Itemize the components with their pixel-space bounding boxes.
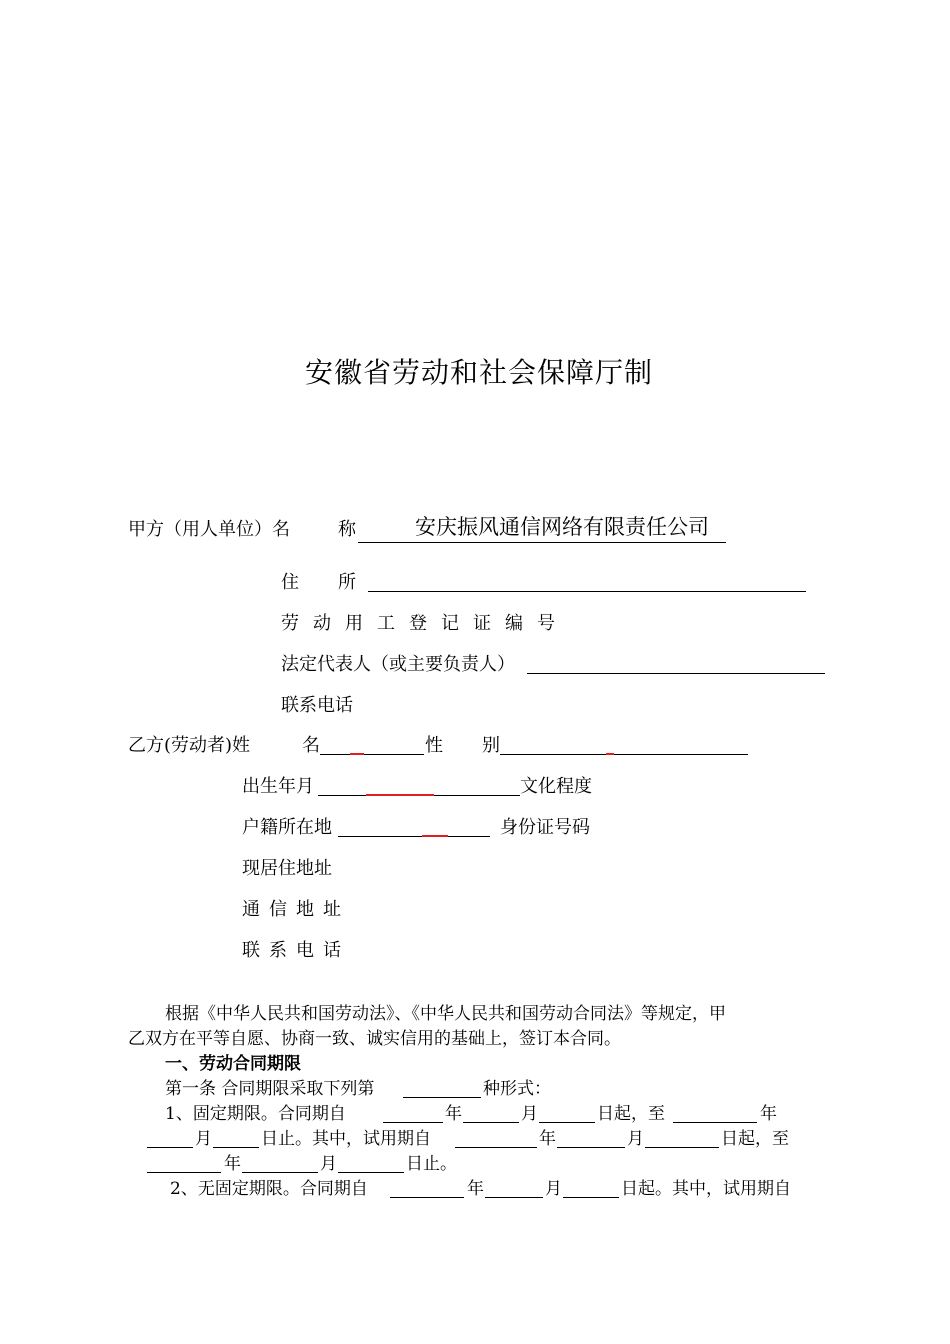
fixed-end-month-field[interactable] [147,1131,193,1148]
fixed-start-day-field[interactable] [539,1106,595,1123]
probation-end-year-field[interactable] [147,1156,221,1173]
fixed-start-month-field[interactable] [463,1106,519,1123]
year-label: 年 [539,1129,556,1149]
red-mark [350,753,364,755]
open-term-label: 2、无固定期限。合同期自 [170,1179,368,1199]
article-1-form-field[interactable] [403,1081,481,1098]
party-a-legal-rep-field[interactable] [527,656,825,674]
party-a-address-label2: 所 [338,572,356,593]
day-to-label: 日止。其中，试用期自 [261,1129,431,1149]
party-b-residence-label: 现居住地址 [242,858,332,879]
party-b-education-label: 文化程度 [520,776,592,797]
party-a-phone-label: 联系电话 [281,695,353,716]
month-label: 月 [195,1129,212,1149]
year-label: 年 [445,1104,462,1124]
party-b-name-field[interactable] [320,737,424,755]
party-b-gender-field[interactable] [500,737,748,755]
fixed-end-year-field[interactable] [673,1106,757,1123]
year-label: 年 [760,1104,777,1124]
day-from-label: 日起，至 [721,1129,789,1149]
fixed-start-year-field[interactable] [383,1106,443,1123]
open-start-year-field[interactable] [390,1181,464,1198]
month-label: 月 [627,1129,644,1149]
month-label: 月 [320,1154,337,1174]
party-b-birth-label: 出生年月 [242,776,314,797]
probation-end-month-field[interactable] [242,1156,318,1173]
red-mark [366,794,434,796]
party-b-gender-label1: 性 [425,735,443,756]
open-start-day-field[interactable] [563,1181,619,1198]
party-a-legal-rep-label: 法定代表人（或主要负责人） [281,654,515,675]
intro-line-2: 乙双方在平等自愿、协商一致、诚实信用的基础上，签订本合同。 [128,1029,621,1049]
party-a-name-label2: 称 [338,519,356,540]
open-day-label: 日起。其中，试用期自 [621,1179,791,1199]
probation-start-year-field[interactable] [455,1131,537,1148]
party-a-reg-no-label: 劳动用工登记证编号 [281,613,569,634]
article-1-b: 种形式： [483,1079,551,1099]
article-1-a: 第一条 合同期限采取下列第 [165,1079,375,1099]
month-label: 月 [521,1104,538,1124]
party-b-name-label: 乙方(劳动者)姓 [128,735,251,756]
open-start-month-field[interactable] [485,1181,543,1198]
fixed-end-day-field[interactable] [213,1131,259,1148]
party-b-phone-label: 联系电话 [242,940,350,961]
party-a-name-label: 甲方（用人单位）名 [128,519,290,540]
party-b-id-label: 身份证号码 [500,817,590,838]
party-a-company: 安庆振风通信网络有限责任公司 [415,515,709,539]
party-a-address-label1: 住 [281,572,299,593]
party-b-name-label2: 名 [302,735,320,756]
red-mark [606,753,614,755]
party-b-gender-label2: 别 [482,735,500,756]
intro-line-1: 根据《中华人民共和国劳动法》、《中华人民共和国劳动合同法》等规定，甲 [165,1004,726,1024]
probation-start-day-field[interactable] [645,1131,719,1148]
party-b-hukou-label: 户籍所在地 [242,817,332,838]
day-end-label: 日止。 [406,1154,457,1174]
year-label: 年 [224,1154,241,1174]
fixed-term-label: 1、固定期限。合同期自 [165,1104,346,1124]
party-b-hukou-field[interactable] [338,819,490,837]
probation-start-month-field[interactable] [557,1131,625,1148]
year-label: 年 [467,1179,484,1199]
issuer-title: 安徽省劳动和社会保障厅制 [305,356,654,389]
day-from-label: 日起，至 [597,1104,665,1124]
party-b-mail-label: 通信地址 [242,899,350,920]
section-1-title: 一、劳动合同期限 [165,1054,301,1074]
party-a-address-field[interactable] [368,574,806,592]
probation-end-day-field[interactable] [338,1156,404,1173]
red-mark [422,835,448,837]
month-label: 月 [545,1179,562,1199]
